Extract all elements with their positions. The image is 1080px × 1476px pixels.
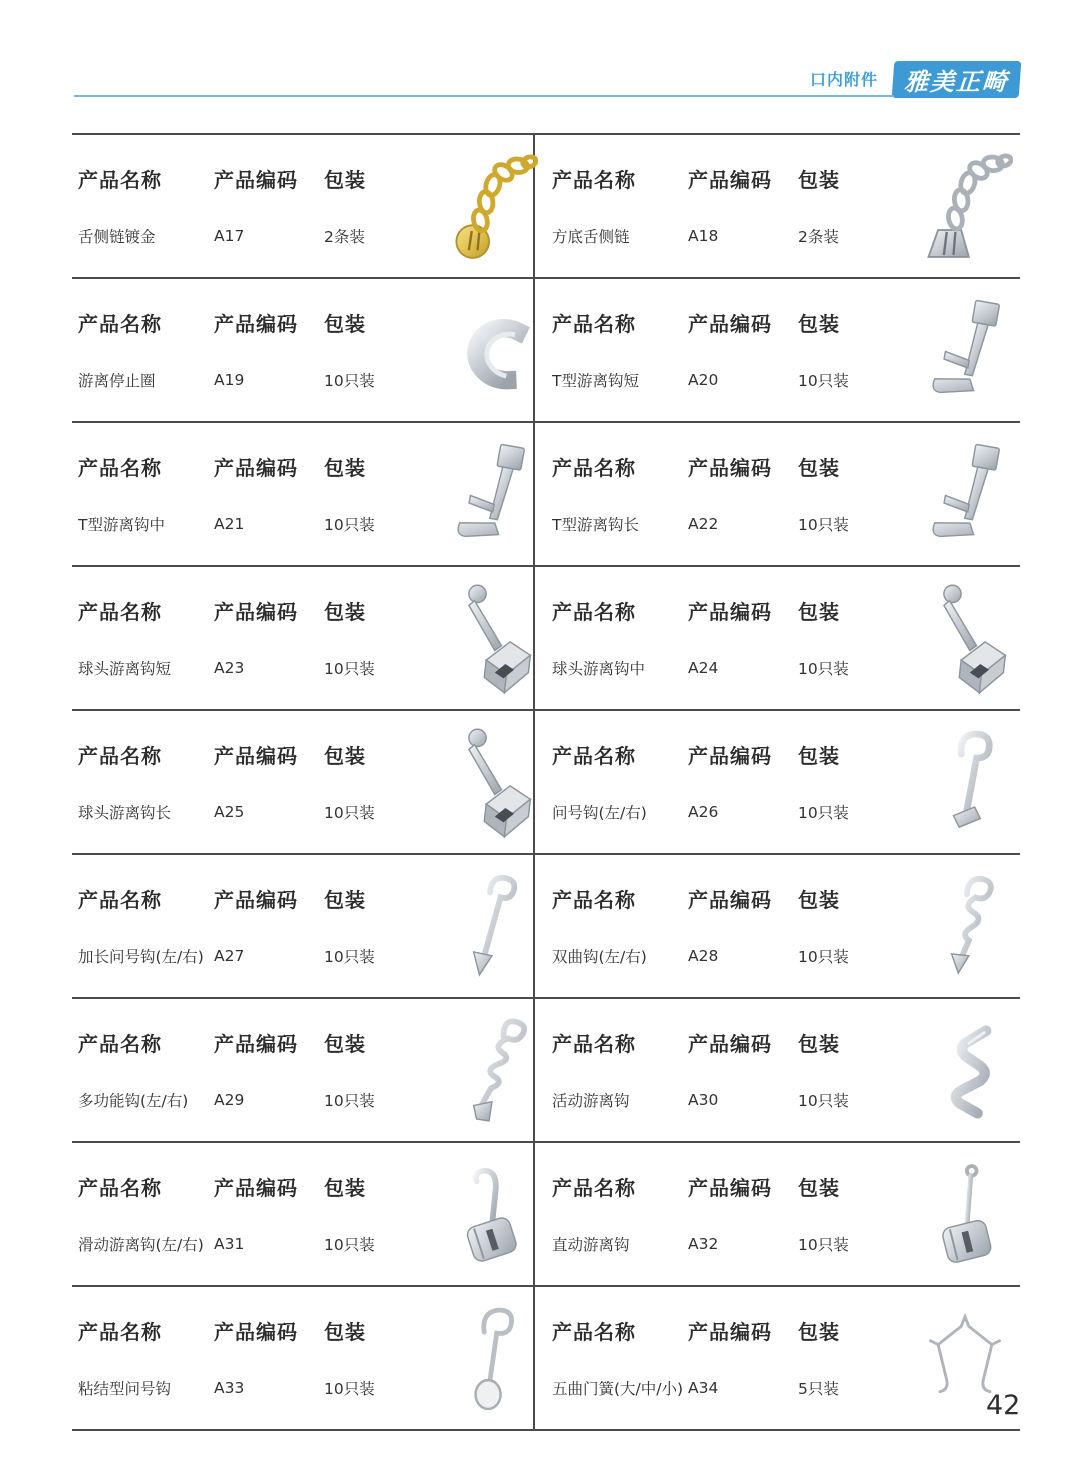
product-code: A33 (214, 1379, 245, 1397)
sliding-hook-icon (442, 1157, 538, 1273)
column-header-code: 产品编码 (214, 1319, 298, 1344)
column-header-name: 产品名称 (78, 599, 162, 624)
product-packaging: 10只装 (798, 1236, 849, 1254)
product-packaging: 10只装 (324, 516, 375, 534)
t-hook-icon (917, 293, 1013, 409)
product-name: 球头游离钩短 (78, 660, 172, 678)
column-header-packaging: 包装 (798, 311, 840, 336)
column-header-name: 产品名称 (552, 167, 636, 192)
column-header-packaging: 包装 (798, 1319, 840, 1344)
column-header-code: 产品编码 (214, 311, 298, 336)
column-header-packaging: 包装 (798, 599, 840, 624)
product-cell-a20 (535, 279, 1020, 423)
product-code: A21 (214, 515, 245, 533)
product-name: 双曲钩(左/右) (552, 948, 647, 966)
product-packaging: 2条装 (324, 228, 365, 246)
product-code: A27 (214, 947, 245, 965)
column-header-name: 产品名称 (78, 743, 162, 768)
product-name: 舌侧链镀金 (78, 228, 156, 246)
column-header-code: 产品编码 (688, 887, 772, 912)
column-header-name: 产品名称 (552, 455, 636, 480)
column-header-packaging: 包装 (324, 1175, 366, 1200)
column-header-packaging: 包装 (798, 1175, 840, 1200)
product-cell-a30 (535, 999, 1020, 1143)
product-code: A31 (214, 1235, 245, 1253)
direct-hook-icon (917, 1157, 1013, 1273)
column-header-code: 产品编码 (214, 599, 298, 624)
column-header-packaging: 包装 (798, 887, 840, 912)
product-cell-a24 (535, 567, 1020, 711)
product-packaging: 10只装 (798, 516, 849, 534)
column-header-packaging: 包装 (798, 1031, 840, 1056)
double-curve-hook-icon (917, 869, 1013, 985)
stop-ring-icon (442, 293, 538, 409)
product-name: 活动游离钩 (552, 1092, 630, 1110)
column-header-packaging: 包装 (324, 311, 366, 336)
column-header-code: 产品编码 (688, 455, 772, 480)
column-header-name: 产品名称 (78, 1031, 162, 1056)
product-name: 游离停止圈 (78, 372, 156, 390)
product-code: A24 (688, 659, 719, 677)
t-hook-icon (442, 437, 538, 553)
product-packaging: 10只装 (798, 1092, 849, 1110)
product-code: A22 (688, 515, 719, 533)
product-packaging: 10只装 (798, 804, 849, 822)
ball-hook-icon (442, 581, 538, 697)
product-code: A26 (688, 803, 719, 821)
column-header-name: 产品名称 (552, 1031, 636, 1056)
column-header-code: 产品编码 (688, 1175, 772, 1200)
column-header-code: 产品编码 (688, 1031, 772, 1056)
column-header-packaging: 包装 (798, 455, 840, 480)
product-code: A19 (214, 371, 245, 389)
column-header-packaging: 包装 (324, 1031, 366, 1056)
product-code: A23 (214, 659, 245, 677)
product-cell-a25 (72, 711, 535, 855)
column-header-name: 产品名称 (552, 1175, 636, 1200)
column-header-packaging: 包装 (324, 743, 366, 768)
column-header-code: 产品编码 (688, 311, 772, 336)
column-header-name: 产品名称 (78, 1175, 162, 1200)
product-packaging: 10只装 (798, 372, 849, 390)
product-code: A32 (688, 1235, 719, 1253)
product-name: 滑动游离钩(左/右) (78, 1236, 204, 1254)
t-hook-icon (917, 437, 1013, 553)
product-cell-a17 (72, 135, 535, 279)
product-cell-a23 (72, 567, 535, 711)
product-name: 直动游离钩 (552, 1236, 630, 1254)
product-table (72, 133, 1020, 1398)
product-code: A34 (688, 1379, 719, 1397)
product-code: A28 (688, 947, 719, 965)
ball-hook-icon (442, 725, 538, 841)
product-packaging: 10只装 (798, 948, 849, 966)
product-cell-a27 (72, 855, 535, 999)
product-packaging: 10只装 (324, 372, 375, 390)
brand-logo: 雅美正畸 (892, 61, 1022, 98)
product-code: A29 (214, 1091, 245, 1109)
column-header-name: 产品名称 (552, 311, 636, 336)
product-name: 五曲门簧(大/中/小) (552, 1380, 684, 1398)
column-header-packaging: 包装 (324, 1319, 366, 1344)
column-header-code: 产品编码 (688, 743, 772, 768)
product-name: 球头游离钩长 (78, 804, 172, 822)
product-cell-a21 (72, 423, 535, 567)
column-header-name: 产品名称 (78, 887, 162, 912)
column-header-code: 产品编码 (214, 1175, 298, 1200)
product-packaging: 2条装 (798, 228, 839, 246)
column-header-name: 产品名称 (78, 1319, 162, 1344)
gold-chain-icon (442, 149, 538, 265)
product-packaging: 10只装 (798, 660, 849, 678)
column-header-code: 产品编码 (214, 167, 298, 192)
product-code: A18 (688, 227, 719, 245)
product-packaging: 10只装 (324, 660, 375, 678)
column-header-code: 产品编码 (214, 455, 298, 480)
column-header-code: 产品编码 (214, 1031, 298, 1056)
product-cell-a29 (72, 999, 535, 1143)
product-cell-a31 (72, 1143, 535, 1287)
product-name: T型游离钩短 (552, 372, 639, 390)
long-question-hook-icon (442, 869, 538, 985)
multi-loop-hook-icon (442, 1013, 538, 1129)
column-header-name: 产品名称 (78, 167, 162, 192)
product-name: 加长问号钩(左/右) (78, 948, 204, 966)
product-packaging: 10只装 (324, 1092, 375, 1110)
product-name: T型游离钩中 (78, 516, 165, 534)
product-name: 粘结型问号钩 (78, 1380, 172, 1398)
question-hook-icon (917, 725, 1013, 841)
page-number: 42 (986, 1390, 1021, 1421)
bonded-question-hook-icon (442, 1301, 538, 1417)
movable-hook-icon (917, 1013, 1013, 1129)
product-cell-a32 (535, 1143, 1020, 1287)
product-packaging: 10只装 (324, 804, 375, 822)
column-header-code: 产品编码 (688, 1319, 772, 1344)
product-packaging: 10只装 (324, 1236, 375, 1254)
product-code: A25 (214, 803, 245, 821)
column-header-name: 产品名称 (552, 1319, 636, 1344)
header-divider (74, 95, 894, 97)
column-header-packaging: 包装 (324, 455, 366, 480)
column-header-code: 产品编码 (688, 167, 772, 192)
product-cell-a19 (72, 279, 535, 423)
product-cell-a26 (535, 711, 1020, 855)
product-packaging: 5只装 (798, 1380, 839, 1398)
product-code: A17 (214, 227, 245, 245)
product-name: 球头游离钩中 (552, 660, 646, 678)
product-name: 方底舌侧链 (552, 228, 630, 246)
product-code: A20 (688, 371, 719, 389)
product-cell-a33 (72, 1287, 535, 1431)
product-name: T型游离钩长 (552, 516, 639, 534)
column-header-name: 产品名称 (552, 599, 636, 624)
column-header-name: 产品名称 (78, 455, 162, 480)
column-header-code: 产品编码 (688, 599, 772, 624)
product-packaging: 10只装 (324, 1380, 375, 1398)
product-packaging: 10只装 (324, 948, 375, 966)
product-cell-a22 (535, 423, 1020, 567)
column-header-packaging: 包装 (324, 599, 366, 624)
column-header-code: 产品编码 (214, 887, 298, 912)
column-header-packaging: 包装 (324, 167, 366, 192)
column-header-name: 产品名称 (552, 887, 636, 912)
column-header-packaging: 包装 (798, 167, 840, 192)
column-header-name: 产品名称 (78, 311, 162, 336)
category-label: 口内附件 (809, 69, 878, 89)
column-header-packaging: 包装 (324, 887, 366, 912)
product-cell-a18 (535, 135, 1020, 279)
column-header-name: 产品名称 (552, 743, 636, 768)
product-cell-a34 (535, 1287, 1020, 1431)
page-header (74, 60, 1020, 98)
product-cell-a28 (535, 855, 1020, 999)
product-name: 多功能钩(左/右) (78, 1092, 189, 1110)
ball-hook-icon (917, 581, 1013, 697)
silver-chain-icon (917, 149, 1013, 265)
product-code: A30 (688, 1091, 719, 1109)
product-name: 问号钩(左/右) (552, 804, 647, 822)
column-header-code: 产品编码 (214, 743, 298, 768)
column-header-packaging: 包装 (798, 743, 840, 768)
